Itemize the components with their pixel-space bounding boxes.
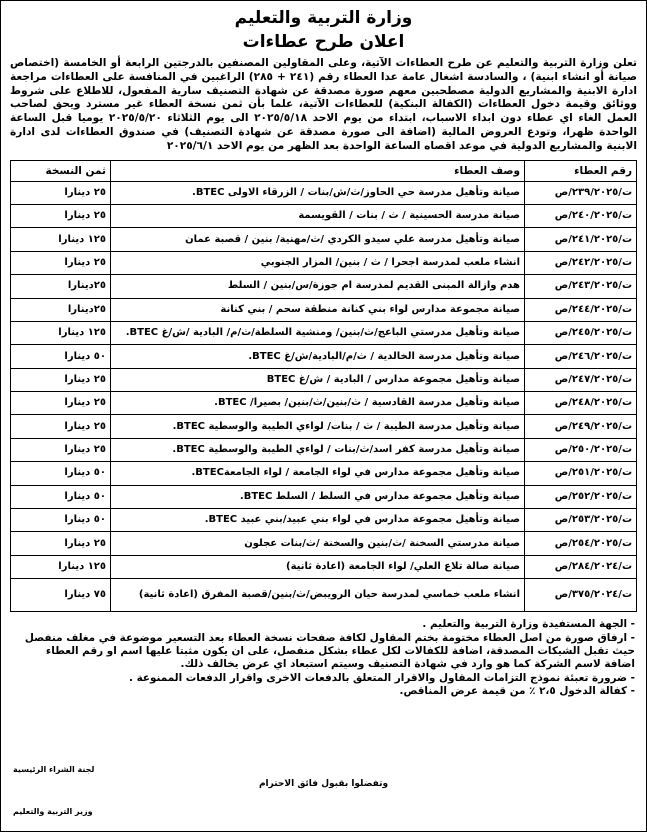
table-row	[11, 298, 637, 321]
copy-price: ٢٥ دينارا	[11, 204, 111, 227]
tender-description: صيانة وتأهيل مدرستي الباعج/ث/بنين/ ومنشية السلطة/ث/م/ البادية /ش/غ BTEC.	[111, 321, 525, 344]
tender-number: ت/٢٣٩/٢٠٢٥/ص	[525, 181, 637, 204]
table-row	[11, 181, 637, 204]
table-row	[11, 462, 637, 485]
tender-description: صيانة وتأهيل مجموعة مدارس في السلط / السلط BTEC.	[111, 485, 525, 508]
table-row	[11, 438, 637, 461]
table-row	[11, 368, 637, 391]
tender-description: انشاء ملعب خماسي لمدرسة حيان الرويبض/ث/بنين/قصبة المفرق (اعادة ثانية)	[111, 579, 525, 612]
tenders-table	[10, 160, 637, 613]
tender-number: ت/٢٥٣/٢٠٢٥/ص	[525, 509, 637, 532]
tender-number: ت/٢٤٠/٢٠٢٥/ص	[525, 204, 637, 227]
table-row	[11, 532, 637, 555]
table-header-row	[11, 160, 637, 181]
tender-description: صيانة وتأهيل مدرسة حي الحاوز/ث/ش/بنات / الزرقاء الاولى BTEC.	[111, 181, 525, 204]
copy-price: ٢٥ دينارا	[11, 438, 111, 461]
copy-price: ٢٥ دينارا	[11, 181, 111, 204]
note-bond: - كفالة الدخول ٢،٥ ٪ من قيمة عرض المناقص.	[399, 685, 635, 698]
closing-line: وتفضلوا بقبول فائق الاحترام	[258, 779, 389, 789]
copy-price: ٥٠ دينارا	[11, 462, 111, 485]
tender-number: ت/٣٧٥/٢٠٢٤/ص	[525, 579, 637, 612]
copy-price: ٢٥ دينارا	[11, 368, 111, 391]
tender-number: ت/٢٥١/٢٠٢٥/ص	[525, 462, 637, 485]
tender-description: صيانة مجموعة مدارس لواء بني كنانة منطقة سحم / بني كنانة	[111, 298, 525, 321]
copy-price: ٥٠ دينارا	[11, 345, 111, 368]
tender-description: صيانة وتأهيل مدرسة الخالدية / ث/م/البادية/ش/غ BTEC.	[111, 345, 525, 368]
copy-price: ٥٠ دينارا	[11, 509, 111, 532]
copy-price: ١٢٥ دينارا	[11, 555, 111, 578]
terms-notes	[12, 618, 635, 698]
tender-number: ت/٢٤٩/٢٠٢٥/ص	[525, 415, 637, 438]
table-row	[11, 485, 637, 508]
copy-price: ٧٥ دينارا	[11, 579, 111, 612]
tender-description: صيانة وتأهيل مدرسة كفر اسد/ث/بنات / لواءي الطيبة والوسطية BTEC.	[111, 438, 525, 461]
table-row	[11, 251, 637, 274]
tender-description: صيانة صالة تلاع العلي/ لواء الجامعة (اعادة ثانية)	[111, 555, 525, 578]
ministry-name: وزارة التربية والتعليم	[234, 8, 413, 28]
minister-signature: وزير التربية والتعليم	[13, 807, 93, 816]
table-row	[11, 579, 637, 612]
table-row	[11, 555, 637, 578]
tender-number: ت/٢٥٢/٢٠٢٥/ص	[525, 485, 637, 508]
table-row	[11, 392, 637, 415]
footer	[1, 755, 646, 825]
note-submission: - ارفاق صورة من اصل العطاء مختومة بختم المقاول لكافة صفحات نسخة العطاء بعد التسعير موضوعة في مغلف منفصل حيث تقبل الشيكات المصدقة، اضافة للكفالات لكل عطاء بشكل منفصل، على ان يكون مثبتا عليها اسم او رقم العطاء اضافة لاسم الشركة كما هو وارد في شهادة التصنيف وسيتم استبعاد اي عرض يخالف ذلك.	[24, 631, 635, 671]
tender-description: صيانة وتأهيل مجموعة مدارس في لواء الجامعة / لواء الجامعةBTEC.	[111, 462, 525, 485]
header-tender-description: وصف العطاء	[111, 160, 525, 181]
copy-price: ١٢٥ دينارا	[11, 321, 111, 344]
tender-description: صيانة مدرستي السخنة /ث/بنين والسخنة /ث/بنات عجلون	[111, 532, 525, 555]
copy-price: ٥٠ دينارا	[11, 485, 111, 508]
tender-description: صيانة مدرسة الحسينية / ث / بنات / القويسمة	[111, 204, 525, 227]
copy-price: ٢٥ دينارا	[11, 415, 111, 438]
tender-description: صيانة وتأهيل مدرسة القادسية / ث/بنين/ث/بنين/ بصيرا/ BTEC.	[111, 392, 525, 415]
announcement-title: اعلان طرح عطاءات	[242, 32, 405, 52]
committee-signature: لجنة الشراء الرئيسية	[13, 765, 95, 774]
copy-price: ٢٥ دينارا	[11, 532, 111, 555]
tender-number: ت/٢٤٨/٢٠٢٥/ص	[525, 392, 637, 415]
note-forms: - ضرورة تعبئة نموذج التزامات المقاول والاقرار المتعلق بالدفعات الاخرى واقرار الدفعات الممنوعة .	[129, 671, 635, 684]
tender-number: ت/٢٨٤/٢٠٢٤/ص	[525, 555, 637, 578]
tender-description: صيانة وتأهيل مدرسة علي سيدو الكردي /ث/مهنية/ بنين / قصبة عمان	[111, 228, 525, 251]
tender-number: ت/٢٥٠/٢٠٢٥/ص	[525, 438, 637, 461]
note-beneficiary: - الجهة المستفيدة وزارة التربية والتعليم .	[422, 618, 635, 631]
copy-price: ٢٥ دينارا	[11, 392, 111, 415]
copy-price: ٢٥ دينارا	[11, 251, 111, 274]
tender-number: ت/٢٤٤/٢٠٢٥/ص	[525, 298, 637, 321]
tender-number: ت/٢٤٥/٢٠٢٥/ص	[525, 321, 637, 344]
table-row	[11, 509, 637, 532]
tender-description: صيانة وتأهيل مدرسة الطيبة / ث / بنات/ لواءي الطيبة والوسطية BTEC.	[111, 415, 525, 438]
table-row	[11, 415, 637, 438]
copy-price: ١٢٥ دينارا	[11, 228, 111, 251]
table-row	[11, 345, 637, 368]
tender-number: ت/٢٤٢/٢٠٢٥/ص	[525, 251, 637, 274]
table-row	[11, 228, 637, 251]
tender-description: هدم وازالة المبنى القديم لمدرسة ام جوزة/س/بنين / السلط	[111, 275, 525, 298]
table-row	[11, 275, 637, 298]
tender-number: ت/٢٥٤/٢٠٢٥/ص	[525, 532, 637, 555]
tender-description: صيانة وتأهيل مجموعة مدارس / البادية / ش/غ BTEC	[111, 368, 525, 391]
tender-description: انشاء ملعب لمدرسة اجحرا / ث / بنين/ المزار الجنوبي	[111, 251, 525, 274]
header-copy-price: ثمن النسخة	[11, 160, 111, 181]
intro-paragraph: تعلن وزارة التربية والتعليم عن طرح العطاءات الآتية، وعلى المقاولين المصنفين بالدرجتين الرابعة أو الخامسة (اختصاص صيانة أو انشاء ابنية) ، والسادسة اشغال عامة عدا العطاء رقم (٢٤١ + ٢٨٥) الراغبين في المنافسة على العطاءات مراجعة ادارة الابنية والمشاريع الدولية مصطحبين معهم صورة مصدقة عن شهادة التصنيف سارية المفعول، للاطلاع على شروط ووثائق وقيمة دخول العطاءات (الكفالة البنكية) للعطاءات الآتية، علما بأن ثمن نسخة العطاء غير مسترد ويحق لصاحب العمل الغاء اي عطاء دون ابداء الاسباب، ابتداء من يوم الاحد ٢٠٢٥/٥/١٨ الى يوم الثلاثاء ٢٠٢٥/٥/٢٠ يوميا قبل الساعة الواحدة ظهرا، وتودع العروض المالية (اضافة الى صورة مصدقة عن شهادة التصنيف) في صندوق العطاءات لدى ادارة الابنية والمشاريع الدولية في موعد اقصاه الساعة الواحدة بعد الظهر من يوم الاحد ٢٠٢٥/٦/١	[10, 57, 637, 152]
header	[1, 7, 646, 53]
tender-number: ت/٢٤٧/٢٠٢٥/ص	[525, 368, 637, 391]
copy-price: ٢٥دينارا	[11, 298, 111, 321]
tender-number: ت/٢٤٣/٢٠٢٥/ص	[525, 275, 637, 298]
copy-price: ٢٥دينارا	[11, 275, 111, 298]
table-row	[11, 204, 637, 227]
tender-number: ت/٢٤١/٢٠٢٥/ص	[525, 228, 637, 251]
tender-description: صيانة وتأهيل مجموعة مدارس في لواء بني عبيد/بني عبيد BTEC.	[111, 509, 525, 532]
tender-number: ت/٢٤٦/٢٠٢٥/ص	[525, 345, 637, 368]
table-row	[11, 321, 637, 344]
header-tender-number: رقم العطاء	[525, 160, 637, 181]
